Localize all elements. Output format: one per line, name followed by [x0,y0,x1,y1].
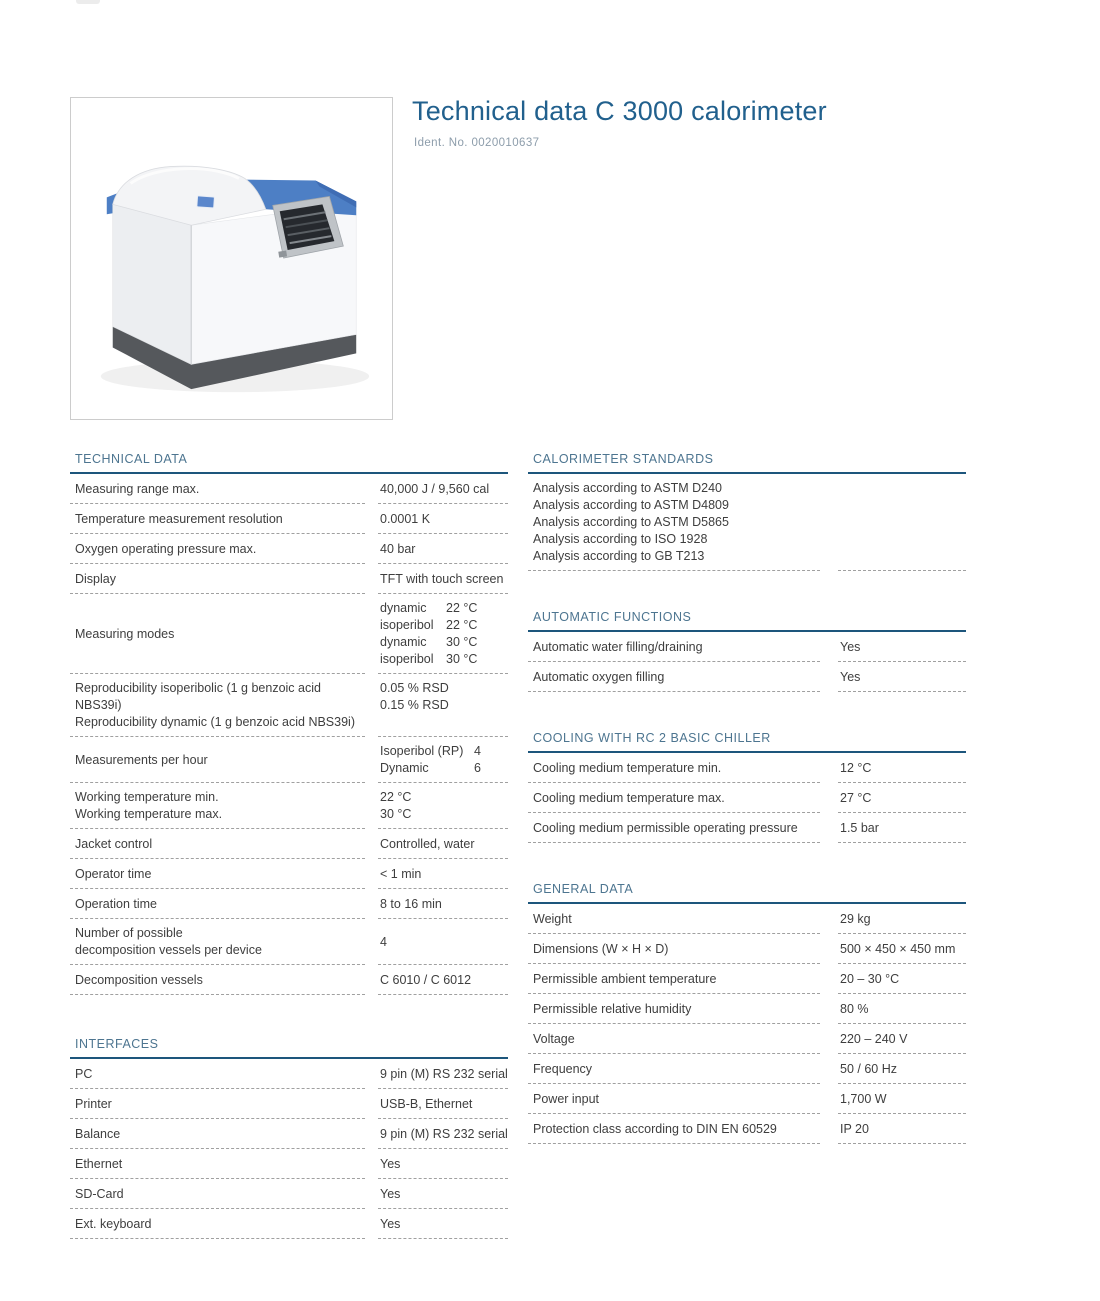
row-label: Measuring range max. [70,474,365,504]
mode-temp: 30 °C [446,635,478,649]
row-label: Cooling medium permissible operating pressure [528,813,820,843]
row-value [378,783,508,829]
section-title: GENERAL DATA [533,882,634,896]
mode-name: dynamic [380,601,427,615]
page-title: Technical data C 3000 calorimeter [412,96,827,126]
table-row [528,813,966,843]
row-label: Ethernet [70,1149,365,1179]
row-value: 20 – 30 °C [838,964,966,994]
section-technical-data [70,452,508,995]
row-value: Yes [378,1209,508,1239]
row-label [70,674,365,737]
section-title: COOLING WITH RC 2 BASIC CHILLER [533,731,771,745]
row-value: IP 20 [838,1114,966,1144]
section-title: TECHNICAL DATA [75,452,188,466]
row-label: Measuring modes [70,594,365,674]
table-row [528,662,966,692]
row-value: 500 × 450 × 450 mm [838,934,966,964]
standard-item: Analysis according to ASTM D5865 [533,515,729,529]
row-value: < 1 min [378,859,508,889]
row-label: Permissible relative humidity [528,994,820,1024]
row-value: 50 / 60 Hz [838,1054,966,1084]
table-row [70,564,508,594]
table-row [70,859,508,889]
table-row [528,934,966,964]
row-label: Operator time [70,859,365,889]
row-label: Display [70,564,365,594]
row-value: 8 to 16 min [378,889,508,919]
row-value: USB-B, Ethernet [378,1089,508,1119]
row-label: Weight [528,904,820,934]
row-value [378,594,508,674]
table-row [528,1054,966,1084]
row-value [378,674,508,737]
rate-line [380,760,508,777]
value-line: 0.15 % RSD [380,698,449,712]
row-value: 12 °C [838,753,966,783]
row-label: Cooling medium temperature max. [528,783,820,813]
standard-item: Analysis according to ASTM D240 [533,481,722,495]
mode-line [380,634,508,651]
section-title: AUTOMATIC FUNCTIONS [533,610,692,624]
row-label: PC [70,1059,365,1089]
product-image [70,97,393,420]
left-column [70,452,508,1239]
mode-line [380,617,508,634]
table-row [70,534,508,564]
row-label: Protection class according to DIN EN 60529 [528,1114,820,1144]
row-label: Oxygen operating pressure max. [70,534,365,564]
row-label: Jacket control [70,829,365,859]
row-value: Yes [838,662,966,692]
row-value: C 6010 / C 6012 [378,965,508,995]
rate-name: Dynamic [380,761,429,775]
section-automatic-functions [528,610,966,692]
label-line: Reproducibility isoperibolic (1 g benzoic acid NBS39i) [75,681,321,712]
row-label: Power input [528,1084,820,1114]
table-row [528,1114,966,1144]
table-row [70,889,508,919]
row-value: 1.5 bar [838,813,966,843]
table-row [528,753,966,783]
row-value: 40,000 J / 9,560 cal [378,474,508,504]
row-value: 29 kg [838,904,966,934]
table-row [528,632,966,662]
section-title: INTERFACES [75,1037,159,1051]
row-label: Dimensions (W × H × D) [528,934,820,964]
standards-list [528,474,820,571]
row-value: Yes [378,1179,508,1209]
standard-item: Analysis according to GB T213 [533,549,705,563]
table-row [70,1209,508,1239]
label-line: Working temperature max. [75,807,223,821]
row-label: Ext. keyboard [70,1209,365,1239]
mode-temp: 22 °C [446,601,478,615]
right-column [528,452,966,1144]
mode-name: isoperibol [380,652,434,666]
table-row [528,1084,966,1114]
table-row [528,1024,966,1054]
row-value [378,737,508,783]
row-label: Cooling medium temperature min. [528,753,820,783]
row-value: 27 °C [838,783,966,813]
row-label: Measurements per hour [70,737,365,783]
table-row [70,1179,508,1209]
row-label: Temperature measurement resolution [70,504,365,534]
row-value: TFT with touch screen [378,564,508,594]
row-value: Yes [838,632,966,662]
value-line: 30 °C [380,807,412,821]
row-label: Frequency [528,1054,820,1084]
section-title: CALORIMETER STANDARDS [533,452,714,466]
row-label: Balance [70,1119,365,1149]
row-label [70,783,365,829]
row-label: Voltage [528,1024,820,1054]
label-line: Number of possible [75,926,183,940]
row-label: SD-Card [70,1179,365,1209]
row-label [70,919,365,965]
row-value: 40 bar [378,534,508,564]
mode-name: dynamic [380,635,427,649]
table-row-measuring-modes [70,594,508,674]
ident-number: Ident. No. 0020010637 [414,137,540,149]
mode-line [380,651,508,668]
mode-name: isoperibol [380,618,434,632]
machine-screen-button [278,250,287,257]
label-line: decomposition vessels per device [75,943,262,957]
table-row [70,1089,508,1119]
mode-line [380,600,508,617]
row-label: Automatic oxygen filling [528,662,820,692]
value-line: 0.05 % RSD [380,681,449,695]
table-row [70,1149,508,1179]
mode-temp: 30 °C [446,652,478,666]
row-label: Decomposition vessels [70,965,365,995]
section-interfaces [70,1037,508,1239]
row-label: Automatic water filling/draining [528,632,820,662]
calorimeter-illustration [71,98,392,419]
rate-name: Isoperibol (RP) [380,744,464,758]
table-row-measurements-per-hour [70,737,508,783]
table-row [70,829,508,859]
section-general-data [528,882,966,1144]
label-line: Reproducibility dynamic (1 g benzoic acid NBS39i) [75,715,355,729]
table-row [70,965,508,995]
rate-count: 6 [474,761,481,775]
standard-item: Analysis according to ASTM D4809 [533,498,729,512]
value-line: 22 °C [380,790,412,804]
row-value: 80 % [838,994,966,1024]
row-value: 0.0001 K [378,504,508,534]
rate-line [380,743,508,760]
standards-empty-cell [838,474,966,571]
table-row [528,994,966,1024]
table-row [70,1059,508,1089]
table-row-standards [528,474,966,571]
label-line: Working temperature min. [75,790,219,804]
row-label: Operation time [70,889,365,919]
row-label: Permissible ambient temperature [528,964,820,994]
table-row [70,504,508,534]
row-value: 4 [378,919,508,965]
section-cooling [528,731,966,843]
table-row [528,783,966,813]
row-value: Yes [378,1149,508,1179]
row-label: Printer [70,1089,365,1119]
table-row [528,904,966,934]
rate-count: 4 [474,744,481,758]
row-value: 9 pin (M) RS 232 serial [378,1119,508,1149]
machine-logo-chip [197,196,215,208]
row-value: 9 pin (M) RS 232 serial [378,1059,508,1089]
table-row [70,474,508,504]
page-top-artifact [76,0,100,4]
table-row-reproducibility [70,674,508,737]
row-value: Controlled, water [378,829,508,859]
table-row [70,1119,508,1149]
table-row [528,964,966,994]
row-value: 220 – 240 V [838,1024,966,1054]
row-value: 1,700 W [838,1084,966,1114]
table-row-vessel-count [70,919,508,965]
table-row-working-temperature [70,783,508,829]
mode-temp: 22 °C [446,618,478,632]
standard-item: Analysis according to ISO 1928 [533,532,708,546]
section-calorimeter-standards [528,452,966,571]
